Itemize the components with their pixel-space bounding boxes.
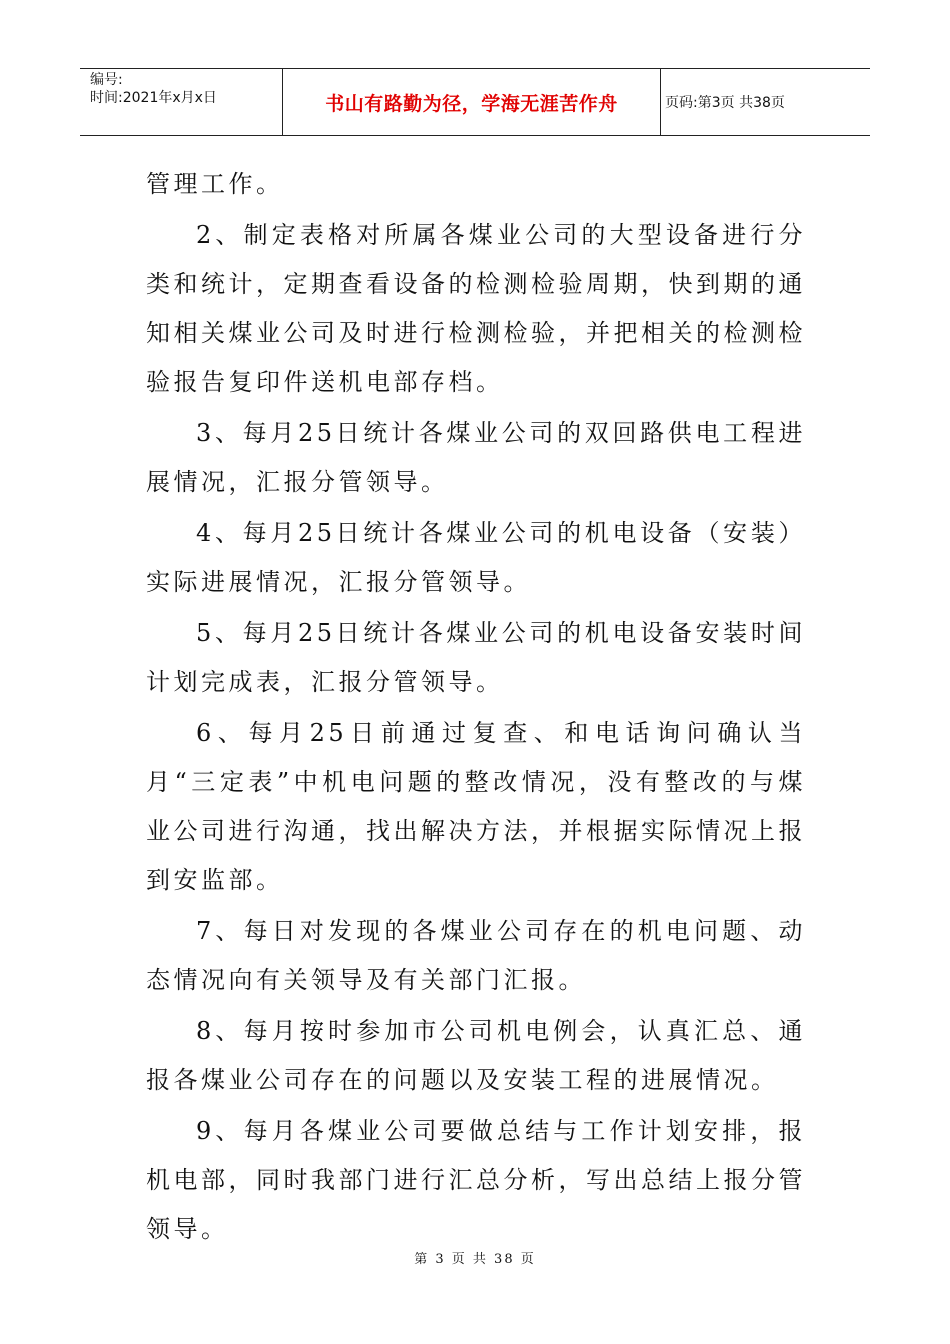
page-footer: 第 3 页 共 38 页 (414, 1252, 536, 1267)
paragraph-item-7: 7、每日对发现的各煤业公司存在的机电问题、动态情况向有关领导及有关部门汇报。 (146, 917, 806, 994)
paragraph-item-2: 2、制定表格对所属各煤业公司的大型设备进行分类和统计，定期查看设备的检测检验周期，快到期的通知相关煤业公司及时进行检测检验，并把相关的检测检验报告复印件送机电部存档。 (146, 221, 806, 396)
header-meta (80, 69, 283, 135)
paragraph-continuation: 管理工作。 (146, 170, 284, 198)
page-header (80, 68, 870, 136)
header-motto: 书山有路勤为径，学海无涯苦作舟 (283, 69, 661, 135)
document-number-label: 编号: (90, 72, 123, 88)
paragraph-item-8: 8、每月按时参加市公司机电例会，认真汇总、通报各煤业公司存在的问题以及安装工程的进展情况。 (146, 1017, 806, 1094)
document-date: 时间:2021年x月x日 (90, 90, 217, 106)
document-body (146, 160, 806, 1256)
header-page-info: 页码:第3页 共38页 (665, 95, 785, 111)
paragraph-item-5: 5、每月25日统计各煤业公司的机电设备安装时间计划完成表，汇报分管领导。 (146, 619, 806, 696)
paragraph-item-4: 4、每月25日统计各煤业公司的机电设备（安装）实际进展情况，汇报分管领导。 (146, 519, 806, 596)
paragraph-item-9: 9、每月各煤业公司要做总结与工作计划安排，报机电部，同时我部门进行汇总分析，写出总结上报分管领导。 (146, 1117, 806, 1243)
paragraph-item-3: 3、每月25日统计各煤业公司的双回路供电工程进展情况，汇报分管领导。 (146, 419, 806, 496)
paragraph-item-6: 6、每月25日前通过复查、和电话询问确认当月“三定表”中机电问题的整改情况，没有整改的与煤业公司进行沟通，找出解决方法，并根据实际情况上报到安监部。 (146, 719, 806, 894)
